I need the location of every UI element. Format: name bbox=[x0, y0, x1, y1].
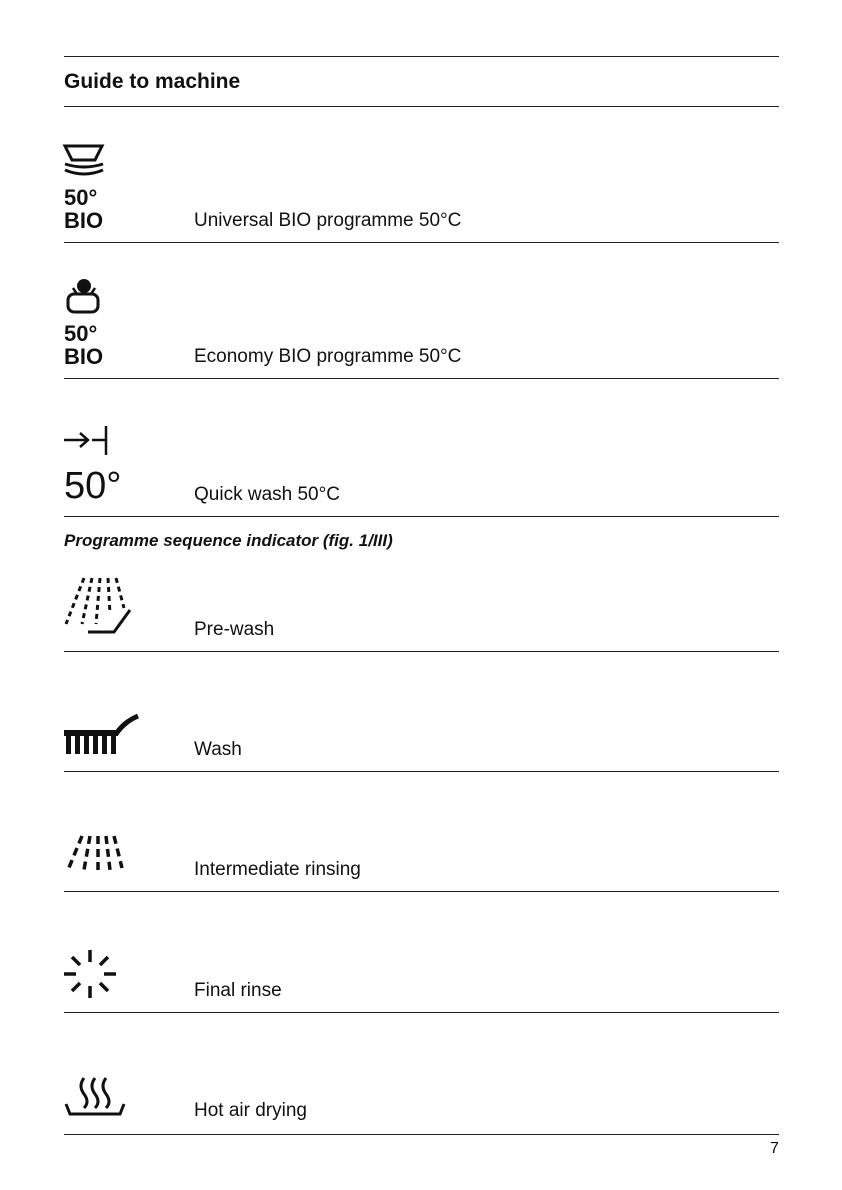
divider bbox=[64, 891, 779, 892]
wash-brush-icon bbox=[62, 712, 142, 756]
divider bbox=[64, 378, 779, 379]
section-title: Programme sequence indicator (fig. 1/III) bbox=[64, 531, 393, 550]
programme-type: BIO bbox=[64, 344, 104, 369]
economy-bowl-icon bbox=[64, 274, 104, 316]
sequence-step-label: Intermediate rinsing bbox=[194, 859, 361, 880]
sequence-step-label: Wash bbox=[194, 739, 242, 760]
stacked-dishes-icon bbox=[62, 142, 110, 182]
page-title: Guide to machine bbox=[64, 70, 241, 93]
quick-wash-arrow-icon bbox=[62, 424, 112, 456]
programme-label: Universal BIO programme 50°C bbox=[194, 210, 462, 231]
programme-temp: 50° bbox=[64, 185, 98, 210]
title-rule bbox=[64, 106, 779, 107]
pre-wash-spray-icon bbox=[62, 574, 138, 636]
sequence-step-label: Final rinse bbox=[194, 980, 282, 1001]
programme-type: BIO bbox=[64, 208, 104, 233]
intermediate-rinse-spray-icon bbox=[64, 834, 128, 874]
sequence-step-label: Hot air drying bbox=[194, 1100, 307, 1121]
bottom-rule bbox=[64, 1134, 779, 1135]
divider bbox=[64, 516, 779, 517]
top-rule bbox=[64, 56, 779, 57]
divider bbox=[64, 771, 779, 772]
divider bbox=[64, 242, 779, 243]
page-number: 7 bbox=[770, 1140, 779, 1157]
final-rinse-sparkle-icon bbox=[62, 948, 118, 1000]
divider bbox=[64, 651, 779, 652]
programme-temp: 50° bbox=[64, 465, 122, 507]
programme-temp: 50° bbox=[64, 321, 98, 346]
programme-label: Quick wash 50°C bbox=[194, 484, 340, 505]
sequence-step-label: Pre-wash bbox=[194, 619, 275, 640]
programme-label: Economy BIO programme 50°C bbox=[194, 346, 462, 367]
divider bbox=[64, 1012, 779, 1013]
hot-air-drying-icon bbox=[62, 1074, 128, 1118]
